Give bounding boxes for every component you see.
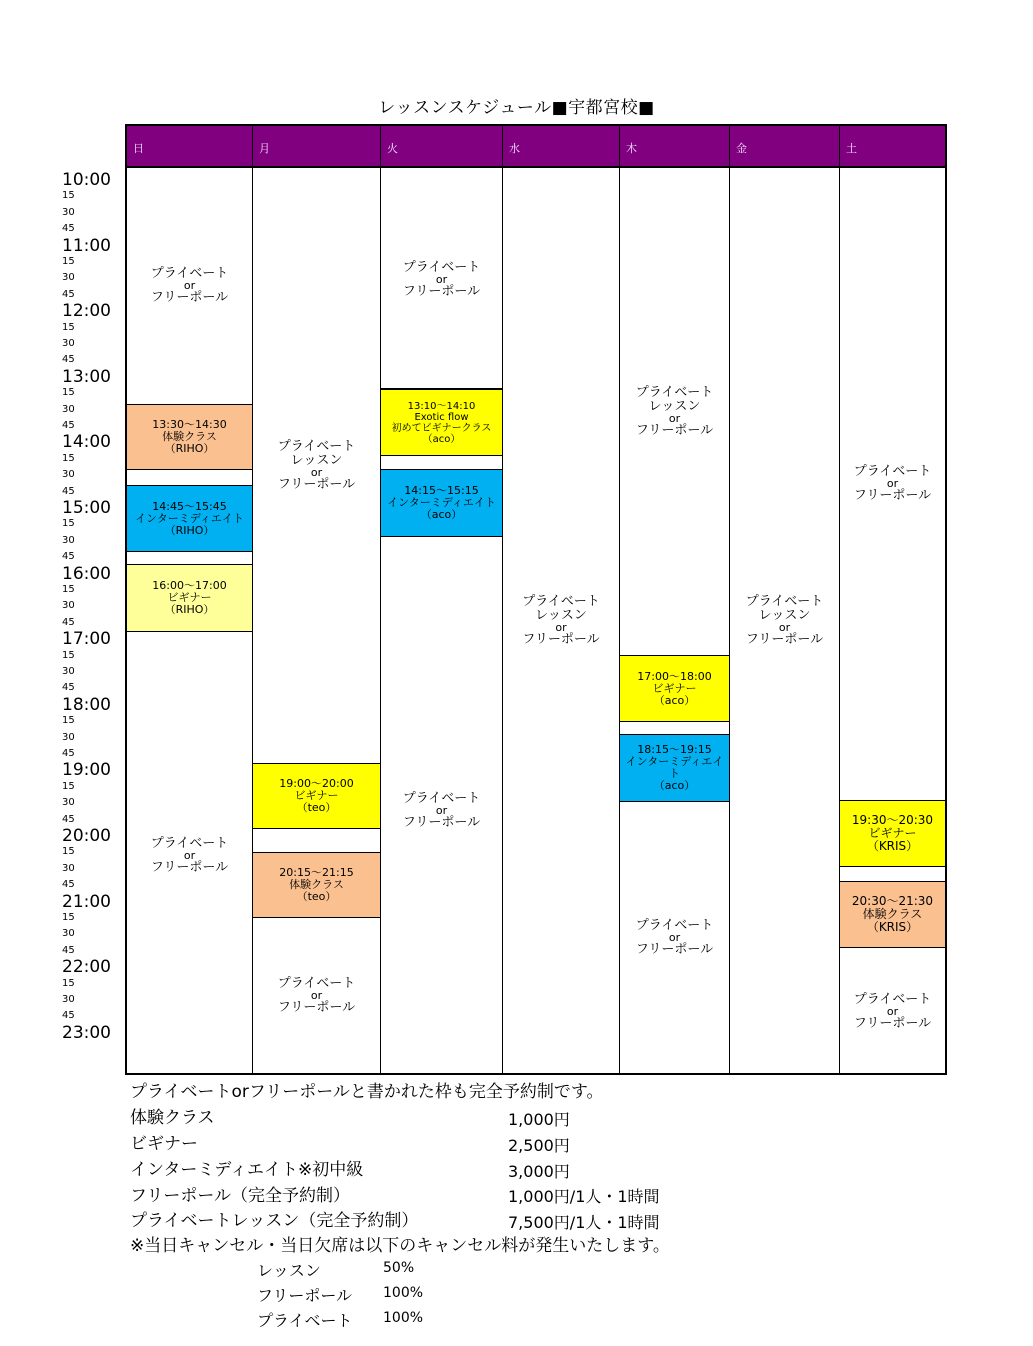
class-teacher: （teo）	[296, 801, 337, 814]
class-time: 16:00～17:00	[152, 579, 227, 592]
free-slot-line: フリーポール	[277, 477, 356, 492]
class-teacher: （KRIS）	[866, 920, 919, 934]
class-beginner-thursday	[620, 655, 729, 722]
free-slot-line: プライベート	[277, 976, 356, 991]
time-label-hour: 18:00	[62, 694, 111, 715]
free-slot-or: or	[555, 621, 567, 634]
time-label-hour: 23:00	[62, 1022, 111, 1043]
free-slot-line: レッスン	[535, 608, 587, 623]
class-time: 18:15～19:15	[637, 743, 712, 756]
class-beginner-sunday	[127, 564, 252, 632]
time-label-minute: 30	[62, 731, 75, 743]
free-slot-line: プライベート	[635, 385, 714, 400]
free-slot-monday-day	[253, 416, 380, 516]
class-time: 20:30～21:30	[851, 894, 934, 908]
price-item-value: 2,500円	[508, 1136, 570, 1155]
class-teacher: （teo）	[296, 890, 337, 903]
column-monday	[253, 126, 381, 1073]
class-time: 14:45～15:45	[152, 499, 227, 513]
free-slot-or: or	[668, 412, 681, 425]
time-label-minute: 15	[62, 780, 75, 792]
free-slot-or: or	[183, 849, 196, 862]
free-slot-line: フリーポール	[150, 290, 229, 305]
day-label-wednesday: 水	[509, 142, 520, 155]
time-label-minute: 15	[62, 846, 75, 858]
free-slot-line: フリーポール	[402, 815, 481, 830]
time-label-minute: 15	[62, 452, 75, 464]
class-teacher: （KRIS）	[866, 839, 919, 853]
price-item-name: フリーポール（完全予約制）	[130, 1186, 350, 1206]
column-sunday	[127, 126, 253, 1073]
free-slot-line: フリーポール	[853, 1016, 932, 1031]
price-item-name: ビギナー	[130, 1134, 198, 1154]
day-label-sunday: 日	[133, 142, 144, 155]
time-label-minute: 30	[62, 928, 75, 940]
time-label-hour: 22:00	[62, 957, 111, 978]
free-slot-line: レッスン	[290, 453, 343, 468]
column-saturday	[840, 126, 945, 1073]
time-label-minute: 45	[62, 485, 75, 497]
free-slot-line: プライベート	[277, 439, 356, 454]
fee-item-value: 100%	[383, 1310, 424, 1326]
day-label-friday: 金	[736, 142, 747, 155]
time-label-minute: 30	[62, 797, 75, 809]
price-item-value: 1,000円	[508, 1110, 570, 1129]
schedule-grid	[125, 124, 947, 1075]
time-label-hour: 13:00	[62, 366, 111, 387]
free-slot-or: or	[886, 477, 899, 490]
column-friday	[730, 126, 840, 1073]
class-name: インターミディエイト	[625, 755, 724, 780]
column-wednesday	[503, 126, 620, 1073]
free-slot-line: フリーポール	[402, 284, 481, 299]
time-label-hour: 11:00	[62, 235, 111, 256]
reservation-note: プライベートorフリーポールと書かれた枠も完全予約制です。	[130, 1082, 604, 1102]
free-slot-or: or	[183, 279, 196, 292]
class-beginner-monday	[253, 763, 380, 829]
free-slot-tuesday-evening	[381, 771, 502, 851]
fee-item-name: フリーポール	[257, 1286, 353, 1305]
class-teacher: （aco）	[422, 433, 461, 445]
free-slot-line: レッスン	[758, 608, 811, 623]
class-intermediate-sunday	[127, 485, 252, 552]
free-slot-line: プライベート	[522, 594, 600, 609]
time-label-minute: 15	[62, 190, 75, 202]
free-slot-wednesday	[503, 571, 619, 671]
fee-item-name: レッスン	[257, 1261, 321, 1280]
time-label-minute: 45	[62, 616, 75, 628]
class-time: 19:30～20:30	[851, 813, 934, 827]
free-slot-line: プライベート	[745, 594, 824, 609]
free-slot-thursday-night	[620, 898, 729, 978]
free-slot-line: フリーポール	[635, 942, 714, 957]
time-label-hour: 20:00	[62, 826, 111, 846]
free-slot-or: or	[435, 804, 448, 817]
time-label-minute: 45	[62, 223, 75, 235]
class-time: 14:15～15:15	[404, 484, 479, 497]
time-label-minute: 15	[62, 387, 75, 399]
time-label-minute: 45	[62, 354, 75, 366]
free-slot-line: プライベート	[853, 464, 932, 479]
class-name: ビギナー	[294, 789, 339, 802]
time-label-minute: 15	[62, 977, 75, 989]
free-slot-or: or	[310, 466, 323, 479]
free-slot-line: プライベート	[635, 918, 714, 933]
day-label-tuesday: 火	[387, 142, 398, 155]
class-name: 体験クラス	[862, 907, 923, 921]
class-name: ビギナー	[868, 826, 917, 840]
day-label-thursday: 木	[626, 142, 637, 155]
time-label-minute: 15	[62, 649, 75, 661]
time-label-minute: 45	[62, 420, 75, 431]
free-slot-line: フリーポール	[745, 632, 824, 647]
time-label-hour: 19:00	[62, 760, 111, 781]
free-slot-line: フリーポール	[853, 488, 932, 503]
fee-item-name: プライベート	[257, 1311, 353, 1330]
free-slot-tuesday-morning	[381, 240, 502, 320]
class-name: インターミディエイト	[387, 496, 496, 509]
class-name: 体験クラス	[289, 878, 344, 891]
time-label-minute: 15	[62, 256, 75, 267]
time-label-minute: 30	[62, 994, 75, 1005]
time-label-minute: 30	[62, 469, 75, 481]
column-tuesday	[381, 126, 503, 1073]
time-label-hour: 15:00	[62, 498, 111, 518]
time-label-minute: 30	[62, 534, 75, 546]
free-slot-or: or	[886, 1005, 899, 1018]
class-name: 初めてビギナークラス	[391, 422, 492, 434]
class-trial-sunday	[127, 404, 252, 470]
class-teacher: （aco）	[653, 779, 696, 792]
column-thursday	[620, 126, 730, 1073]
time-label-minute: 15	[62, 912, 75, 923]
time-label-minute: 15	[62, 584, 75, 595]
fee-item-value: 50%	[383, 1260, 415, 1276]
time-label-minute: 45	[62, 682, 75, 694]
time-label-minute: 30	[62, 666, 75, 677]
free-slot-or: or	[778, 621, 791, 634]
free-slot-line: フリーポール	[522, 632, 600, 647]
time-label-minute: 45	[62, 748, 75, 759]
day-label-saturday: 土	[846, 142, 857, 155]
time-label-minute: 30	[62, 862, 75, 874]
class-name: インターミディエイト	[135, 511, 244, 525]
time-label-minute: 45	[62, 551, 75, 563]
time-label-minute: 15	[62, 321, 75, 333]
fee-item-value: 100%	[383, 1285, 424, 1301]
class-teacher: （RIHO）	[164, 603, 215, 616]
free-slot-sunday-evening	[127, 816, 252, 896]
time-axis	[62, 0, 122, 1080]
class-name: ビギナー	[652, 681, 697, 695]
time-label-minute: 45	[62, 944, 75, 956]
page-title: レッスンスケジュール■宇都宮校■	[378, 98, 655, 118]
time-label-minute: 45	[62, 879, 75, 891]
class-trial-saturday	[840, 881, 945, 948]
time-label-minute: 30	[62, 206, 75, 218]
time-label-minute: 30	[62, 272, 75, 284]
price-item-value: 3,000円	[508, 1162, 570, 1181]
class-intermediate-thursday	[620, 734, 729, 802]
class-time: 19:00～20:00	[279, 777, 354, 790]
time-label-minute: 30	[62, 600, 75, 612]
free-slot-sunday-morning	[127, 246, 252, 326]
class-time: 20:15～21:15	[279, 866, 354, 879]
price-item-value: 7,500円/1人・1時間	[508, 1213, 660, 1232]
free-slot-line: フリーポール	[150, 860, 229, 875]
class-exotic-flow-tuesday	[381, 388, 502, 456]
free-slot-line: プライベート	[853, 992, 932, 1007]
time-label-minute: 15	[62, 518, 75, 530]
time-label-minute: 30	[62, 403, 75, 415]
class-time: 13:30～14:30	[152, 418, 227, 431]
class-time: 17:00～18:00	[637, 669, 712, 683]
time-label-hour: 17:00	[62, 629, 111, 650]
price-item-name: プライベートレッスン（完全予約制）	[130, 1211, 419, 1231]
free-slot-thursday-day	[620, 362, 729, 462]
class-teacher: （RIHO）	[164, 523, 215, 537]
class-teacher: （aco）	[420, 508, 463, 521]
free-slot-friday	[730, 571, 839, 671]
class-time: 13:10～14:10	[407, 400, 476, 412]
time-label-hour: 16:00	[62, 563, 111, 584]
free-slot-saturday-night	[840, 972, 945, 1052]
class-name: 体験クラス	[162, 430, 217, 443]
class-beginner-saturday	[840, 800, 945, 867]
free-slot-or: or	[668, 931, 681, 944]
free-slot-saturday-day	[840, 444, 945, 524]
free-slot-line: プライベート	[150, 266, 229, 281]
class-name: ビギナー	[167, 591, 212, 604]
time-label-minute: 30	[62, 338, 75, 349]
class-subtitle: Exotic flow	[414, 411, 469, 423]
time-label-hour: 21:00	[62, 891, 111, 912]
class-trial-monday	[253, 852, 380, 918]
free-slot-or: or	[310, 989, 323, 1002]
free-slot-line: レッスン	[648, 399, 701, 414]
free-slot-line: プライベート	[402, 791, 481, 806]
time-label-minute: 45	[62, 813, 75, 825]
time-label-hour: 14:00	[62, 432, 111, 453]
free-slot-line: プライベート	[150, 836, 229, 851]
class-teacher: （aco）	[653, 693, 696, 707]
day-label-monday: 月	[259, 142, 270, 155]
free-slot-or: or	[435, 273, 448, 286]
free-slot-line: プライベート	[402, 260, 481, 275]
free-slot-line: フリーポール	[277, 1000, 356, 1015]
time-label-hour: 10:00	[62, 170, 111, 190]
price-item-value: 1,000円/1人・1時間	[508, 1187, 660, 1206]
time-label-minute: 15	[62, 715, 75, 727]
cancel-note: ※当日キャンセル・当日欠席は以下のキャンセル料が発生いたします。	[130, 1236, 670, 1256]
class-teacher: （RIHO）	[164, 442, 215, 455]
price-item-name: 体験クラス	[130, 1108, 215, 1128]
time-label-minute: 45	[62, 1010, 75, 1022]
class-intermediate-tuesday	[381, 469, 502, 537]
price-item-name: インターミディエイト※初中級	[130, 1160, 364, 1180]
time-label-minute: 45	[62, 288, 75, 300]
free-slot-monday-night	[253, 956, 380, 1036]
time-label-hour: 12:00	[62, 301, 111, 322]
free-slot-line: フリーポール	[635, 423, 714, 438]
